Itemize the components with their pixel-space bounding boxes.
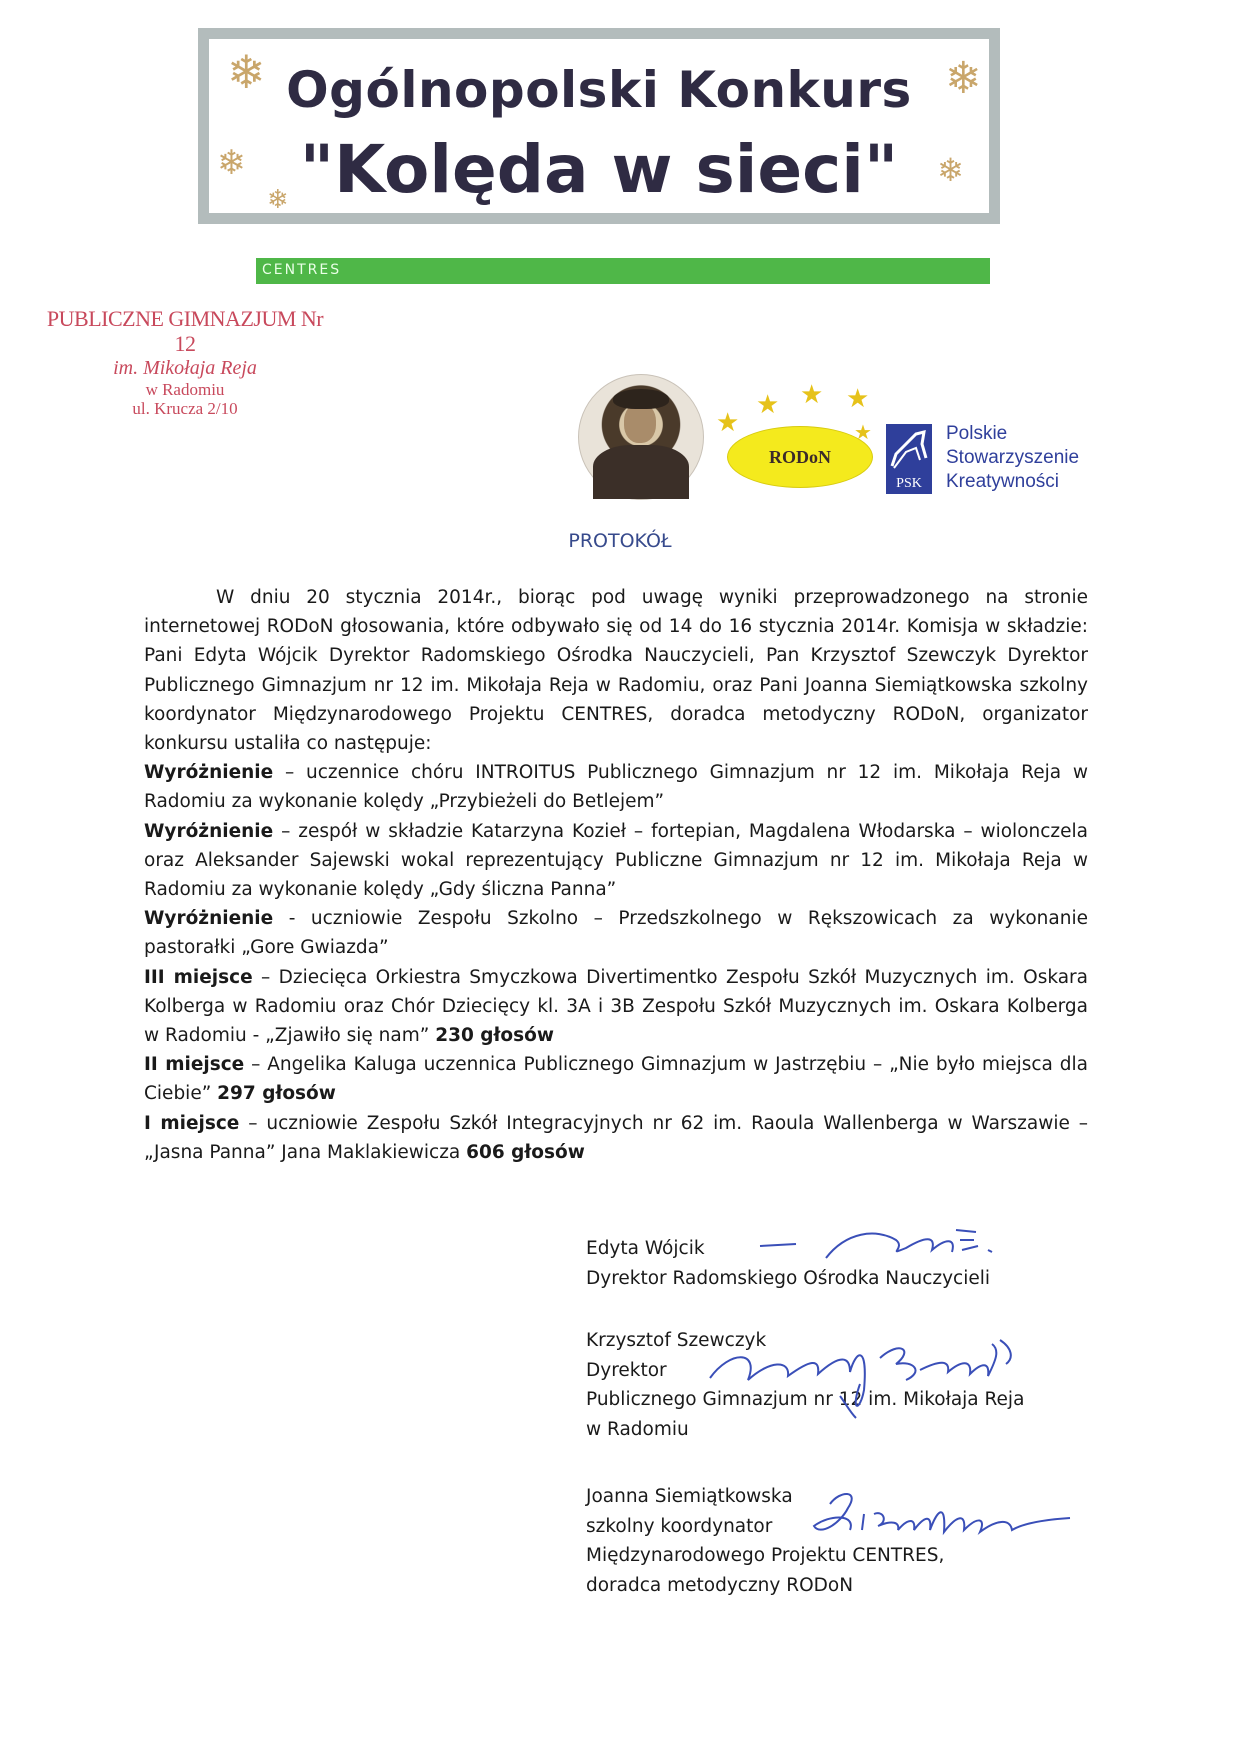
signature-line: Dyrektor: [586, 1359, 667, 1381]
award-item: [144, 758, 1088, 816]
star-icon: ★: [756, 390, 780, 420]
award-votes: 606 głosów: [466, 1141, 585, 1163]
award-text: – Dziecięca Orkiestra Smyczkowa Divertimentko Zespołu Szkół Muzycznych im. Oskara Kolberga w Radomiu oraz Chór Dziecięcy kl. 3A i 3B Zespołu Szkół Muzycznych im. Oskara Kolberga w Radomiu - „Zjawiło się nam”: [144, 966, 1089, 1047]
psk-abbrev: PSK: [896, 476, 922, 491]
award-label: II miejsce: [144, 1054, 245, 1076]
star-icon: ★: [716, 408, 740, 438]
psk-logo-graphic: [886, 424, 932, 474]
stamp-line-4: ul. Krucza 2/10: [132, 399, 238, 419]
psk-logo-icon: [886, 424, 932, 494]
award-label: Wyróżnienie: [144, 762, 274, 784]
portrait-face: [624, 403, 656, 443]
banner-title-line2: "Kolęda w sieci": [299, 131, 899, 208]
contest-banner: [198, 28, 1000, 224]
portrait-cap: [613, 389, 669, 409]
handwritten-signature: [700, 1330, 1020, 1420]
stamp-line-3: w Radomiu: [145, 379, 225, 399]
school-stamp: [40, 306, 330, 419]
award-votes: 230 głosów: [435, 1025, 554, 1047]
award-item: [144, 817, 1088, 905]
rodon-logo: RODoN: [727, 426, 873, 488]
signature-line: Joanna Siemiątkowska: [586, 1486, 793, 1507]
award-item: [144, 1050, 1088, 1108]
signature-line: Krzysztof Szewczyk: [586, 1330, 767, 1351]
star-icon: ★: [800, 380, 824, 410]
snowflake-icon: ❄: [227, 45, 266, 99]
signature-line: szkolny koordynator: [586, 1515, 773, 1537]
snowflake-icon: ❄: [267, 185, 289, 215]
award-label: Wyróżnienie: [144, 820, 274, 842]
signature-line: Dyrektor Radomskiego Ośrodka Nauczycieli: [586, 1267, 991, 1289]
signature-line: doradca metodyczny RODoN: [586, 1574, 854, 1596]
award-label: I miejsce: [144, 1112, 240, 1134]
snowflake-icon: ❄: [217, 143, 246, 183]
psk-line-2: Stowarzyszenie: [946, 447, 1080, 468]
portrait-image: [578, 374, 704, 500]
signature-line: Publicznego Gimnazjum nr 12 im. Mikołaja Reja: [586, 1389, 1025, 1411]
star-icon: ★: [846, 384, 870, 414]
award-text: – uczniowie Zespołu Szkół Integracyjnych nr 62 im. Raoula Wallenberga w Warszawie – „Jasna Panna” Jana Maklakiewicza: [144, 1112, 1088, 1163]
award-votes: 297 głosów: [217, 1083, 336, 1105]
centres-bar: [256, 258, 990, 284]
stamp-line-1: PUBLICZNE GIMNAZJUM Nr 12: [46, 306, 324, 357]
psk-line-3: Kreatywności: [946, 471, 1059, 492]
psk-name: [946, 422, 1079, 494]
award-item: [144, 1109, 1088, 1167]
intro-paragraph: W dniu 20 stycznia 2014r., biorąc pod uwagę wyniki przeprowadzonego na stronie internetowej RODoN głosowania, które odbywało się od 14 do 16 stycznia 2014r. Komisja w składzie: Pani Edyta Wójcik Dyrektor Radomskiego Ośrodka Nauczycieli, Pan Krzysztof Szewczyk Dyrektor Publicznego Gimnazjum nr 12 im. Mikołaja Reja w Radomiu, oraz Pani Joanna Siemiątkowska szkolny koordynator Międzynarodowego Projektu CENTRES, doradca metodyczny RODoN, organizator konkursu ustaliła co następuje:: [144, 587, 1088, 755]
handwritten-signature: [800, 1484, 1080, 1554]
handwritten-signature: [756, 1222, 1016, 1272]
psk-line-1: Polskie: [946, 423, 1008, 444]
award-text: – Angelika Kaluga uczennica Publicznego Gimnazjum w Jastrzębiu – „Nie było miejsca dla Ciebie”: [144, 1054, 1088, 1105]
signature-line: Edyta Wójcik: [586, 1238, 705, 1259]
snowflake-icon: ❄: [945, 53, 982, 104]
star-icon: ★: [854, 420, 872, 444]
document-heading: PROTOKÓŁ: [568, 530, 672, 552]
award-text: – zespół w składzie Katarzyna Kozieł – fortepian, Magdalena Włodarska – wiolonczela oraz Aleksander Sajewski wokal reprezentujący Publiczne Gimnazjum nr 12 im. Mikołaja Reja w Radomiu za wykonanie kolędy „Gdy śliczna Panna”: [144, 820, 1088, 901]
signature-line: Międzynarodowego Projektu CENTRES,: [586, 1545, 945, 1567]
stamp-line-2: im. Mikołaja Reja: [113, 356, 257, 379]
award-item: [144, 963, 1088, 1051]
centres-label: CENTRES: [262, 262, 342, 278]
award-item: [144, 904, 1088, 962]
portrait-coat: [593, 445, 689, 499]
snowflake-icon: ❄: [937, 151, 964, 189]
award-text: - uczniowie Zespołu Szkolno – Przedszkolnego w Rększowicach za wykonanie pastorałki „Gore Gwiazda”: [144, 908, 1088, 959]
award-label: III miejsce: [144, 966, 253, 988]
award-label: Wyróżnienie: [144, 908, 274, 930]
protocol-body: [144, 583, 1088, 1167]
banner-title-line1: Ogólnopolski Konkurs: [286, 61, 912, 119]
signature-line: w Radomiu: [586, 1418, 689, 1440]
award-text: – uczennice chóru INTROITUS Publicznego Gimnazjum nr 12 im. Mikołaja Reja w Radomiu za wykonanie kolędy „Przybieżeli do Betlejem”: [144, 762, 1088, 813]
